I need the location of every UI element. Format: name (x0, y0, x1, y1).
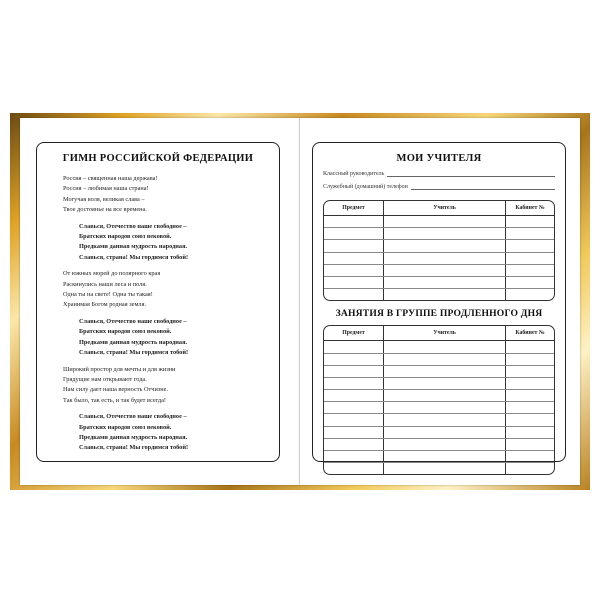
table-row[interactable] (324, 265, 554, 277)
anthem-line: Славься, страна! Мы гордимся тобой! (79, 349, 189, 357)
anthem-title: ГИМН РОССИЙСКОЙ ФЕДЕРАЦИИ (62, 153, 254, 164)
table-cell[interactable] (506, 354, 554, 365)
anthem-line: Предками данная мудрость народная. (79, 243, 188, 251)
anthem-line: Братских народов союз вековой. (79, 233, 172, 241)
class-teacher-label: Классный руководитель (323, 171, 385, 177)
table-cell[interactable] (506, 265, 554, 276)
table-row[interactable] (324, 253, 554, 265)
table-cell[interactable] (506, 451, 554, 462)
anthem-verse (63, 365, 279, 407)
table-cell[interactable] (384, 427, 506, 438)
table-cell[interactable] (506, 228, 554, 239)
anthem-line: Нам силу дает наша верность Отчизне. (63, 386, 169, 394)
anthem-line: От южных морей до полярного края (63, 270, 161, 278)
table-cell[interactable] (506, 289, 554, 300)
left-page (20, 118, 300, 485)
class-teacher-field[interactable] (323, 170, 555, 177)
table-cell[interactable] (506, 414, 554, 425)
table-cell[interactable] (506, 277, 554, 288)
table-cell[interactable] (324, 366, 384, 377)
table-row[interactable] (324, 414, 554, 426)
table-row[interactable] (324, 451, 554, 463)
table-cell[interactable] (384, 228, 506, 239)
anthem-line: Славься, Отечество наше свободное – (79, 317, 187, 325)
table-cell[interactable] (384, 277, 506, 288)
table-cell[interactable] (506, 390, 554, 401)
anthem-chorus (79, 317, 279, 359)
extended-table-header (324, 326, 554, 341)
table-cell[interactable] (384, 341, 506, 352)
anthem-chorus (79, 222, 279, 264)
header-room: Кабинет № (515, 330, 545, 337)
anthem-line: Широкий простор для мечты и для жизни (63, 365, 176, 373)
table-cell[interactable] (506, 402, 554, 413)
teachers-title: МОИ УЧИТЕЛЯ (396, 153, 482, 164)
anthem-line: Раскинулись наши леса и поля. (63, 280, 147, 288)
table-cell[interactable] (384, 289, 506, 300)
anthem-line: Славься, Отечество наше свободное – (79, 222, 187, 230)
table-row[interactable] (324, 402, 554, 414)
table-cell[interactable] (324, 216, 384, 227)
anthem-line: Братских народов союз вековой. (79, 423, 172, 431)
table-cell[interactable] (324, 341, 384, 352)
table-cell[interactable] (324, 463, 384, 474)
header-room: Кабинет № (515, 205, 545, 211)
table-cell[interactable] (506, 240, 554, 251)
table-cell[interactable] (506, 378, 554, 389)
anthem-text (63, 174, 279, 454)
table-row[interactable] (324, 216, 554, 228)
table-cell[interactable] (384, 402, 506, 413)
anthem-chorus (79, 412, 279, 454)
table-cell[interactable] (324, 402, 384, 413)
table-row[interactable] (324, 277, 554, 289)
table-cell[interactable] (384, 253, 506, 264)
anthem-line: Твое достоянье на все времена. (63, 206, 147, 214)
anthem-line: Предками данная мудрость народная. (79, 433, 188, 441)
table-cell[interactable] (324, 228, 384, 239)
table-cell[interactable] (384, 414, 506, 425)
teachers-frame (312, 142, 566, 462)
table-cell[interactable] (384, 378, 506, 389)
anthem-verse (63, 269, 279, 311)
table-row[interactable] (324, 341, 554, 353)
class-teacher-line[interactable] (387, 170, 555, 177)
table-cell[interactable] (384, 216, 506, 227)
table-cell[interactable] (384, 439, 506, 450)
table-cell[interactable] (324, 289, 384, 300)
anthem-line: Россия – любимая наша страна! (63, 185, 149, 193)
table-cell[interactable] (324, 354, 384, 365)
table-cell[interactable] (384, 366, 506, 377)
table-cell[interactable] (324, 240, 384, 251)
anthem-line: Предками данная мудрость народная. (79, 338, 188, 346)
table-row[interactable] (324, 378, 554, 390)
table-row[interactable] (324, 439, 554, 451)
table-cell[interactable] (384, 240, 506, 251)
table-row[interactable] (324, 240, 554, 252)
table-row[interactable] (324, 463, 554, 474)
table-cell[interactable] (324, 277, 384, 288)
table-cell[interactable] (324, 439, 384, 450)
table-cell[interactable] (384, 354, 506, 365)
table-row[interactable] (324, 289, 554, 300)
table-cell[interactable] (384, 390, 506, 401)
anthem-line: Славься, страна! Мы гордимся тобой! (79, 253, 189, 261)
anthem-line: Славься, Отечество наше свободное – (79, 413, 187, 421)
table-cell[interactable] (506, 341, 554, 352)
table-cell[interactable] (506, 427, 554, 438)
table-cell[interactable] (506, 439, 554, 450)
anthem-verse (63, 174, 279, 216)
table-cell[interactable] (506, 366, 554, 377)
table-row[interactable] (324, 354, 554, 366)
table-cell[interactable] (384, 265, 506, 276)
anthem-line: Так было, так есть, и так будет всегда! (63, 396, 166, 404)
header-subject: Предмет (324, 201, 384, 215)
table-row[interactable] (324, 228, 554, 240)
table-cell[interactable] (324, 265, 384, 276)
table-row[interactable] (324, 390, 554, 402)
table-cell[interactable] (324, 378, 384, 389)
phone-line[interactable] (411, 183, 555, 190)
anthem-line: Хранимая Богом родная земля. (63, 301, 147, 309)
right-page (300, 118, 580, 485)
anthem-line: Славься, страна! Мы гордимся тобой! (79, 444, 189, 452)
table-cell[interactable] (324, 451, 384, 462)
table-cell[interactable] (384, 463, 506, 474)
header-subject: Предмет (324, 326, 384, 340)
anthem-line: Могучая воля, великая слава – (63, 195, 145, 203)
table-cell[interactable] (506, 253, 554, 264)
table-cell[interactable] (506, 216, 554, 227)
table-cell[interactable] (506, 463, 554, 474)
table-cell[interactable] (384, 451, 506, 462)
anthem-frame (36, 142, 280, 462)
phone-field[interactable] (323, 183, 555, 190)
table-cell[interactable] (324, 253, 384, 264)
phone-label: Служебный (домашний) телефон (323, 184, 408, 190)
table-row[interactable] (324, 366, 554, 378)
teachers-table-header (324, 201, 554, 216)
anthem-line: Одна ты на свете! Одна ты такая! (63, 291, 153, 299)
header-teacher: Учитель (384, 326, 506, 340)
header-teacher: Учитель (384, 201, 506, 215)
anthem-line: Грядущие нам открывают года. (63, 375, 147, 383)
table-cell[interactable] (324, 390, 384, 401)
table-row[interactable] (324, 427, 554, 439)
extended-day-table (323, 325, 555, 475)
anthem-line: Россия – священная наша держава! (63, 175, 158, 182)
table-cell[interactable] (324, 414, 384, 425)
table-cell[interactable] (324, 427, 384, 438)
teachers-table (323, 200, 555, 301)
extended-day-title: ЗАНЯТИЯ В ГРУППЕ ПРОДЛЕННОГО ДНЯ (335, 308, 543, 320)
anthem-line: Братских народов союз вековой. (79, 328, 172, 336)
